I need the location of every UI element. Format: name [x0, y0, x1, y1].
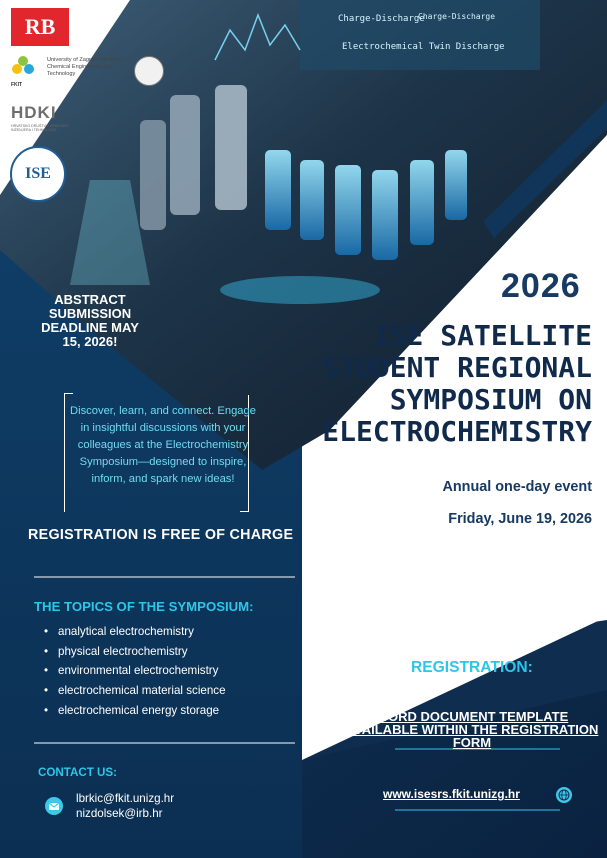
email-link-2[interactable]: nizdolsek@irb.hr [76, 807, 163, 820]
ise-logo-text: ISE [25, 165, 51, 182]
hdki-text: HDKI [11, 103, 57, 122]
hdki-sub: HRVATSKO DRUŠTVO KEMIJSKIH INŽENJERA I TEHNOLOGA [11, 124, 69, 132]
list-item: • physical electrochemistry [42, 642, 226, 662]
photo-screen-label-1: Charge-Discharge [338, 14, 425, 24]
mail-icon [45, 797, 63, 815]
fkit-short: FKIT [11, 82, 23, 88]
event-frequency: Annual one-day event [442, 479, 592, 495]
topics-title: THE TOPICS OF THE SYMPOSIUM: [34, 599, 254, 614]
contact-title: CONTACT US: [38, 766, 117, 779]
fkit-flower-icon [11, 55, 35, 79]
university-seal [134, 56, 164, 86]
topics-list [42, 622, 226, 721]
abstract-deadline: ABSTRACT SUBMISSION DEADLINE MAY 15, 2026! [41, 292, 139, 349]
globe-icon [556, 787, 572, 803]
photo-screen-label-2: Charge-Discharge [418, 12, 496, 21]
contact-emails [76, 791, 174, 821]
list-item: • environmental electrochemistry [42, 661, 226, 681]
list-item: • electrochemical energy storage [42, 701, 226, 721]
email-link-1[interactable]: lbrkic@fkit.unizg.hr [76, 792, 175, 805]
fkit-text: University of Zagreb Faculty of Chemical Engineering and Technology [47, 57, 123, 77]
event-title: ISE SATELLITE STUDENT REGIONAL SYMPOSIUM ON ELECTROCHEMISTRY [322, 319, 592, 448]
event-year: 2026 [501, 267, 581, 305]
list-item: • electrochemical material science [42, 681, 226, 701]
fkit-logo [11, 55, 131, 95]
rb-logo [11, 8, 69, 46]
event-date: Friday, June 19, 2026 [448, 511, 592, 527]
intro-quote: Discover, learn, and connect. Engage in insightful discussions with your colleagues at the Electrochemistry Symposium—designed to inspire, inform, and spark new ideas! [70, 405, 256, 485]
rb-logo-text: RB [24, 14, 56, 39]
list-item: • analytical electrochemistry [42, 622, 226, 642]
hdki-logo [11, 103, 71, 135]
photo-screen-label-3: Electrochemical Twin Discharge [342, 42, 505, 52]
registration-url-link[interactable]: www.isesrs.fkit.unizg.hr [383, 787, 520, 801]
word-template-link[interactable]: WORD DOCUMENT TEMPLATE AVAILABLE WITHIN THE REGISTRATION FORM [345, 709, 599, 750]
ise-logo [10, 146, 66, 202]
registration-title: REGISTRATION: [411, 659, 533, 676]
free-registration-text: REGISTRATION IS FREE OF CHARGE [28, 527, 294, 543]
